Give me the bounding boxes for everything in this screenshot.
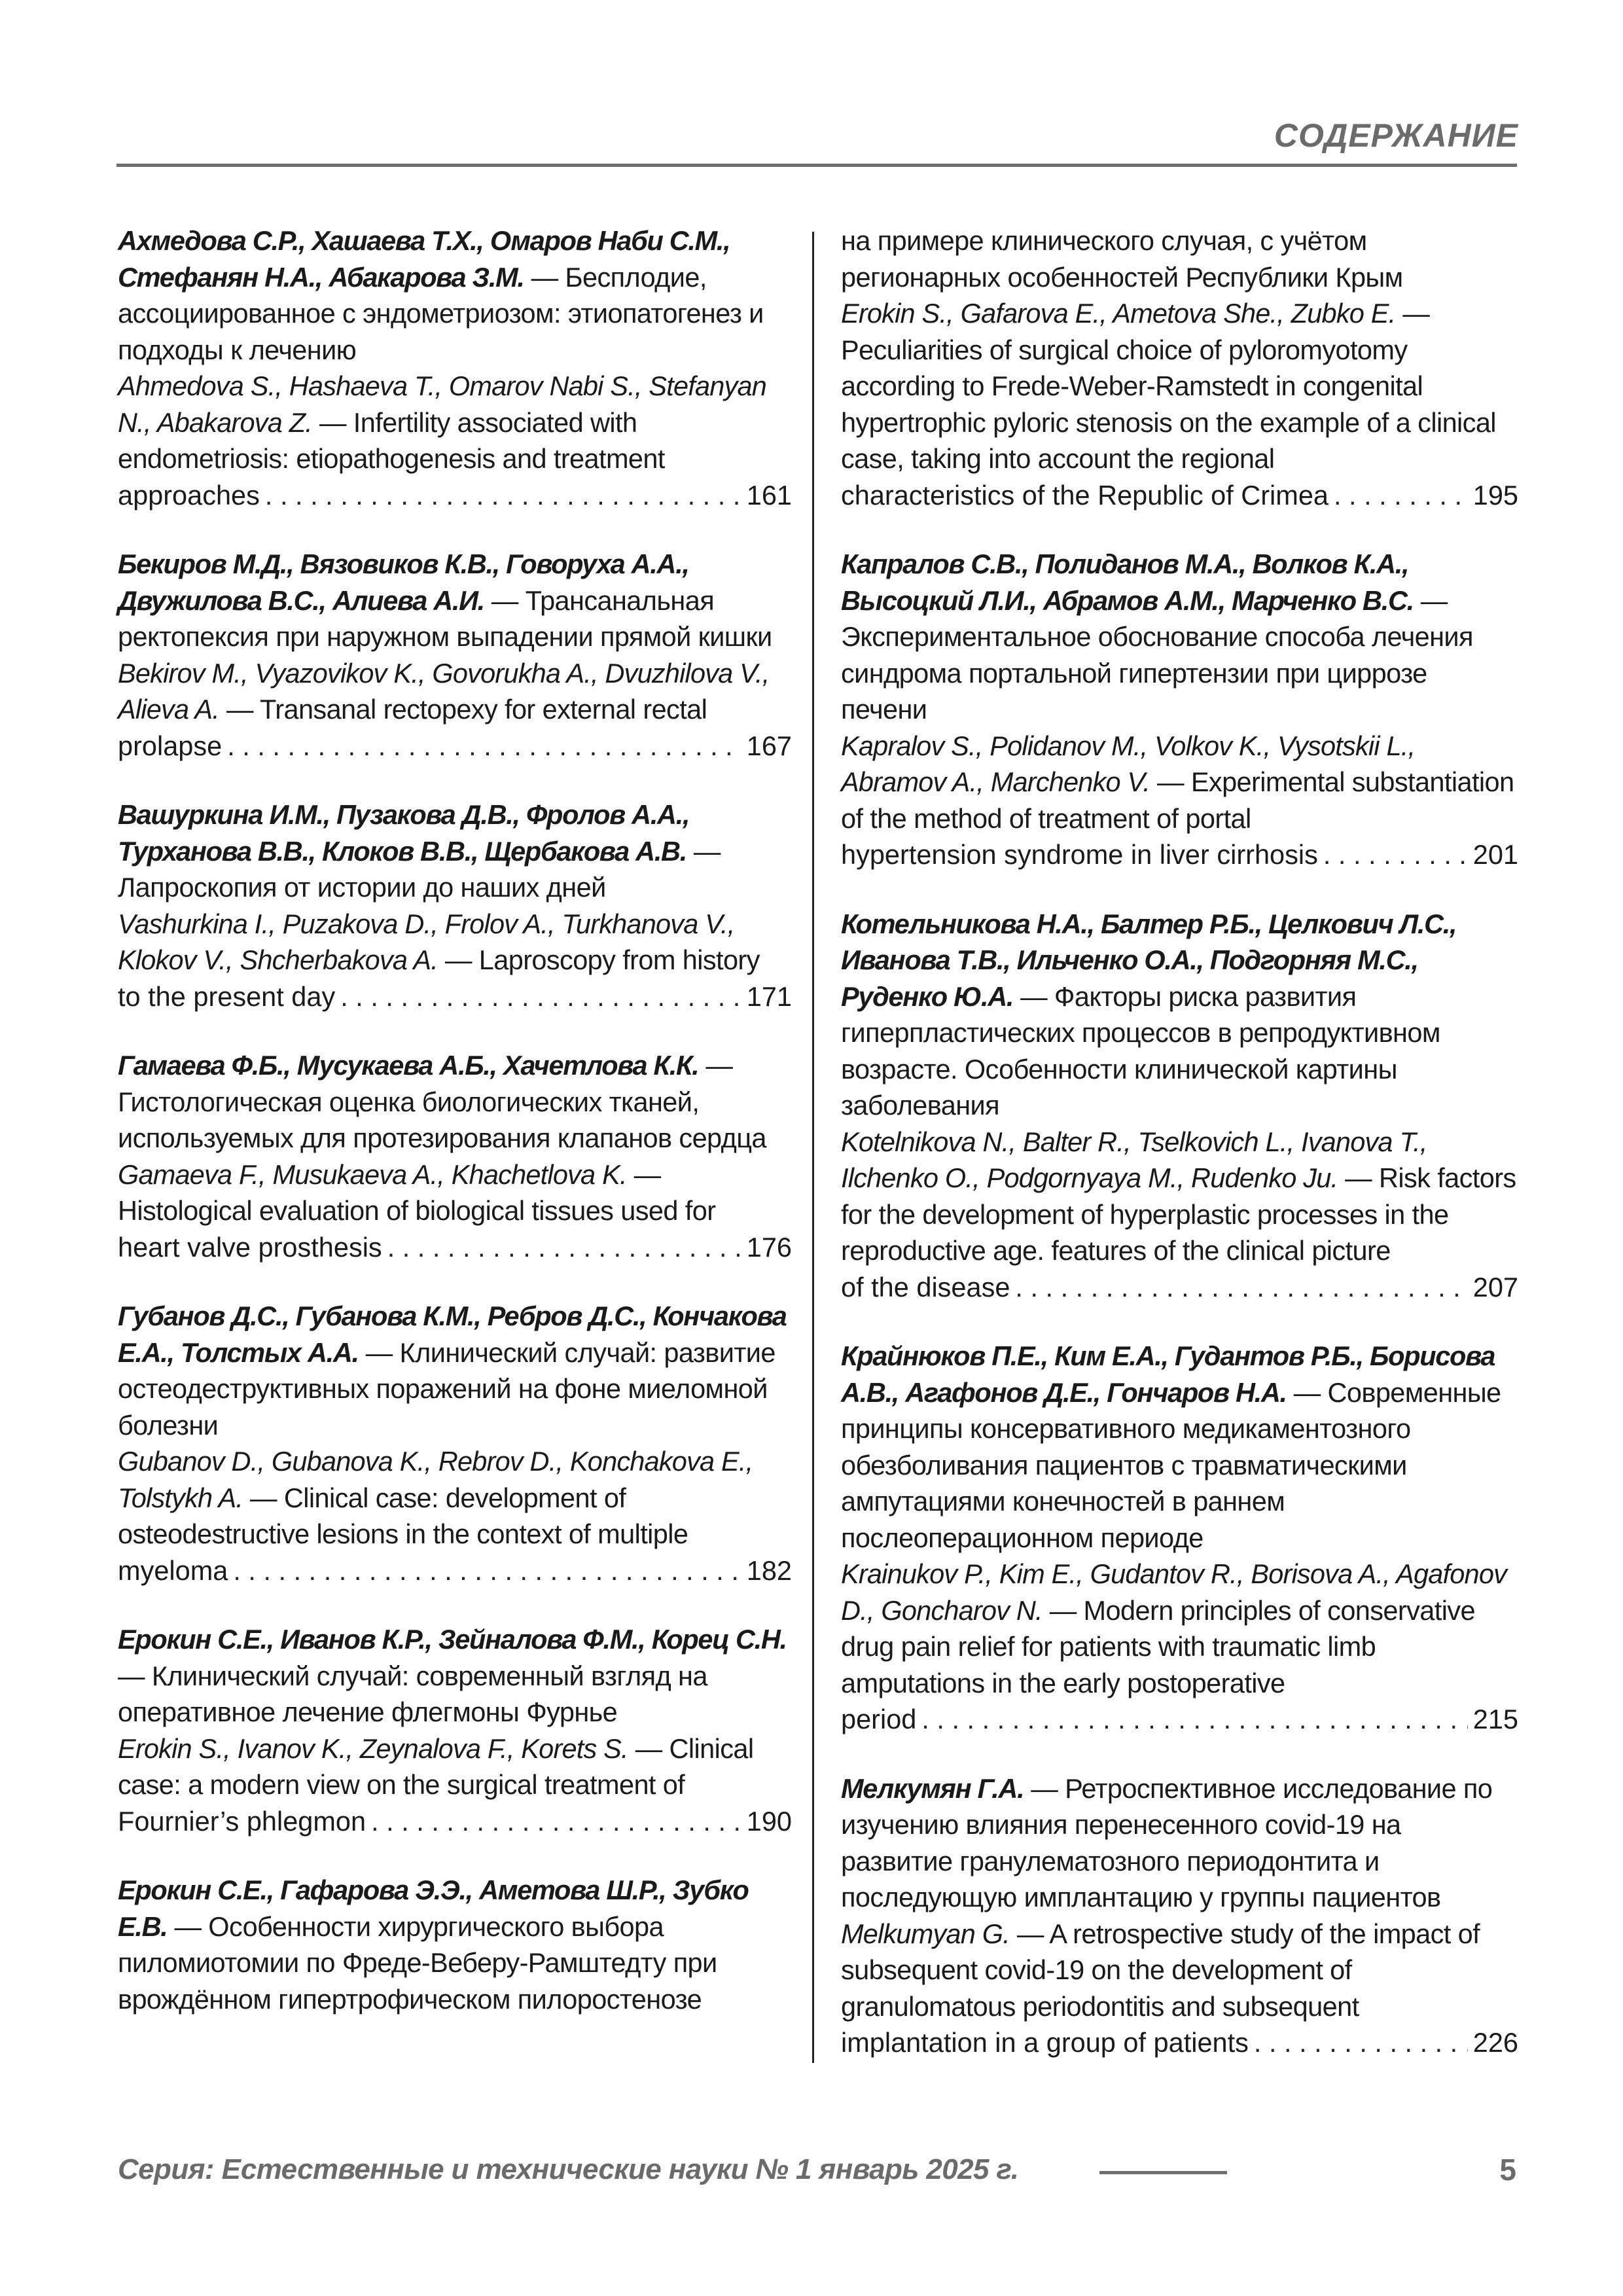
en-title-last-line: to the present day [118, 980, 336, 1012]
en-authors: Bekirov M., Vyazovikov K., Govorukha A., Dvuzhilova V., Alieva A. [118, 657, 770, 725]
ru-title: — Современные принципы консервативного медикаментозного обезболивания пациентов с травматическими ампутациями конечностей в раннем послеоперационном периоде [841, 1376, 1501, 1553]
dot-leader [265, 477, 741, 514]
en-title: — Histological evaluation of biological tissues used for [118, 1158, 716, 1226]
ru-title: — Клинический случай: современный взгляд на оперативное лечение флегмоны Фурнье [118, 1660, 707, 1727]
ru-title: — Ретроспективное исследование по изучению влияния перенесенного covid-19 на развитие гранулематозного периодонтита и последующую имплантацию у группы пациентов [841, 1772, 1493, 1912]
dot-leader [340, 978, 741, 1015]
toc-entry[interactable] [118, 546, 792, 764]
ru-title: — Клинический случай: развитие остеодеструктивных поражений на фоне миеломной болезни [118, 1336, 776, 1441]
en-title: — A retrospective study of the impact of subsequent covid-19 on the development of granulomatous periodontitis and subsequent [841, 1918, 1480, 2022]
en-title: — Laproscopy from history [438, 944, 760, 975]
footer-series-title: Серия: Естественные и технические науки № 1 январь 2025 г. [118, 2153, 1019, 2185]
page-number[interactable]: 176 [746, 1231, 792, 1263]
ru-authors: Губанов Д.С., Губанова К.М., Ребров Д.С., Кончакова Е.А., Толстых А.А. [118, 1300, 787, 1368]
footer-rule [1099, 2171, 1227, 2174]
en-authors: Kapralov S., Polidanov M., Volkov K., Vysotskii L., Abramov A., Marchenko V. [841, 730, 1416, 797]
page-number[interactable]: 167 [746, 730, 792, 761]
en-title-last-line: characteristics of the Republic of Crimea [841, 479, 1329, 511]
page-number[interactable]: 195 [1472, 479, 1518, 511]
dot-leader [227, 728, 741, 764]
en-title: — Modern principles of conservative drug pain relief for patients with traumatic limb amputations in the early postoperative [841, 1594, 1475, 1698]
en-authors: Kotelnikova N., Balter R., Tselkovich L., Ivanova T., Ilchenko O., Podgornyaya M., Rudenko Ju. [841, 1126, 1427, 1193]
toc-entry[interactable] [118, 223, 792, 513]
page-number[interactable]: 207 [1472, 1271, 1518, 1302]
dot-leader [387, 1229, 741, 1266]
en-authors: Krainukov P., Kim E., Gudantov R., Borisova A., Agafonov D., Goncharov N. [841, 1558, 1507, 1626]
header-rule [116, 164, 1517, 167]
ru-authors: Ерокин С.Е., Гафарова Э.Э., Аметова Ш.Р., Зубко Е.В. [118, 1874, 749, 1942]
ru-authors: Капралов С.В., Полиданов М.А., Волков К.А., Высоцкий Л.И., Абрамов А.М., Марченко В.С. [841, 548, 1414, 616]
footer-page-number: 5 [1499, 2153, 1516, 2187]
en-title: — Experimental substantiation of the method of treatment of portal [841, 766, 1514, 834]
en-title: — Peculiarities of surgical choice of pyloromyotomy according to Frede-Weber-Ramstedt in congenital hypertrophic pyloric stenosis on the example of a clinical case, taking into account the regional [841, 298, 1496, 474]
dot-leader [921, 1701, 1467, 1738]
en-title-last-line: of the disease [841, 1271, 1010, 1302]
ru-title: — Особенности хирургического выбора пиломиотомии по Фреде-Веберу-Рамштедту при врождённом гипертрофическом пилоростенозе [118, 1910, 717, 2015]
en-authors: Gubanov D., Gubanova K., Rebrov D., Konchakova E., Tolstykh A. [118, 1446, 753, 1513]
toc-entry[interactable] [118, 1298, 792, 1588]
toc-entry[interactable] [841, 906, 1518, 1306]
en-authors: Gamaeva F., Musukaeva A., Khachetlova K. [118, 1158, 627, 1190]
ru-authors: Ахмедова С.Р., Хашаева Т.Х., Омаров Наби С.М., Стефанян Н.А., Абакарова З.М. [118, 225, 730, 293]
en-authors: Ahmedova S., Hashaeva T., Omarov Nabi S., Stefanyan N., Abakarova Z. [118, 370, 767, 438]
toc-entry-continued[interactable] [118, 1872, 792, 2017]
dot-leader [233, 1552, 741, 1589]
en-title-last-line: Fournier’s phlegmon [118, 1805, 366, 1837]
en-title: — Transanal rectopexy for external rectal [219, 694, 707, 725]
en-title: — Infertility associated with endometriosis: etiopathogenesis and treatment [118, 406, 665, 474]
en-title-last-line: hypertension syndrome in liver cirrhosis [841, 839, 1318, 870]
ru-authors: Ерокин С.Е., Иванов К.Р., Зейналова Ф.М., Корец С.Н. [118, 1624, 787, 1655]
toc-entry[interactable] [118, 797, 792, 1014]
toc-entry[interactable] [118, 1047, 792, 1265]
page-number[interactable]: 171 [746, 980, 792, 1012]
en-title-last-line: period [841, 1704, 917, 1734]
column-divider [812, 232, 814, 2063]
en-title-last-line: implantation in a group of patients [841, 2027, 1249, 2058]
toc-entry[interactable] [841, 546, 1518, 873]
toc-left-column [118, 223, 792, 2050]
toc-entry-continuation[interactable] [841, 223, 1518, 513]
ru-authors: Бекиров М.Д., Вязовиков К.В., Говоруха А.А., Двужилова В.С., Алиева А.И. [118, 548, 689, 616]
page-number[interactable]: 161 [746, 479, 792, 511]
toc-entry[interactable] [841, 1338, 1518, 1738]
ru-title-continuation: на примере клинического случая, с учётом регионарных особенностей Республики Крым [841, 225, 1403, 293]
en-authors: Melkumyan G. [841, 1918, 1010, 1949]
toc-entry[interactable] [118, 1621, 792, 1839]
en-authors: Erokin S., Gafarova E., Ametova She., Zubko E. [841, 298, 1396, 329]
en-authors: Erokin S., Ivanov K., Zeynalova F., Korets S. [118, 1732, 628, 1764]
en-title-last-line: prolapse [118, 730, 223, 761]
en-title: — Clinical case: development of osteodestructive lesions in the context of multiple [118, 1482, 688, 1549]
ru-title: — Экспериментальное обоснование способа лечения синдрома портальной гипертензии при циррозе печени [841, 584, 1473, 725]
page-number[interactable]: 190 [746, 1805, 792, 1837]
ru-title: — Бесплодие, ассоциированное с эндометриозом: этиопатогенез и подходы к лечению [118, 261, 764, 365]
dot-leader [1015, 1269, 1467, 1306]
ru-authors: Мелкумян Г.А. [841, 1772, 1024, 1804]
toc-right-column [841, 223, 1518, 2094]
ru-authors: Гамаева Ф.Б., Мусукаева А.Б., Хачетлова К.К. [118, 1050, 699, 1081]
dot-leader [1334, 477, 1468, 514]
page-number[interactable]: 226 [1472, 2027, 1518, 2058]
en-title-last-line: heart valve prosthesis [118, 1231, 382, 1263]
ru-title: — Гистологическая оценка биологических тканей, используемых для протезирования клапанов сердца [118, 1050, 766, 1153]
ru-authors: Крайнюков П.Е., Ким Е.А., Гудантов Р.Б., Борисова А.В., Агафонов Д.Е., Гончаров Н.А. [841, 1340, 1495, 1408]
toc-entry[interactable] [841, 1770, 1518, 2061]
page-number[interactable]: 215 [1472, 1704, 1518, 1734]
dot-leader [371, 1803, 741, 1840]
en-title: — Risk factors for the development of hyperplastic processes in the reproductive age. features of the clinical picture [841, 1162, 1516, 1266]
ru-title: — Лапроскопия от истории до наших дней [118, 835, 721, 903]
page-number[interactable]: 182 [746, 1554, 792, 1586]
en-title: — Clinical case: a modern view on the surgical treatment of [118, 1732, 754, 1800]
en-authors: Vashurkina I., Puzakova D., Frolov A., Turkhanova V., Klokov V., Shcherbakova A. [118, 908, 735, 975]
ru-title: — Факторы риска развития гиперпластических процессов в репродуктивном возрасте. Особенности клинической картины заболевания [841, 980, 1440, 1121]
page-header-title: СОДЕРЖАНИЕ [1274, 117, 1518, 154]
en-title-last-line: approaches [118, 479, 260, 511]
dot-leader [1254, 2024, 1468, 2061]
ru-authors: Котельникова Н.А., Балтер Р.Б., Целкович Л.С., Иванова Т.В., Ильченко О.А., Подгорняя М.С., Руденко Ю.А. [841, 908, 1457, 1012]
page-number[interactable]: 201 [1472, 839, 1518, 870]
ru-title: — Трансанальная ректопексия при наружном выпадении прямой кишки [118, 584, 772, 652]
en-title-last-line: myeloma [118, 1554, 228, 1586]
ru-authors: Вашуркина И.М., Пузакова Д.В., Фролов А.А., Турханова В.В., Клоков В.В., Щербакова А.В. [118, 799, 690, 867]
dot-leader [1323, 836, 1468, 873]
